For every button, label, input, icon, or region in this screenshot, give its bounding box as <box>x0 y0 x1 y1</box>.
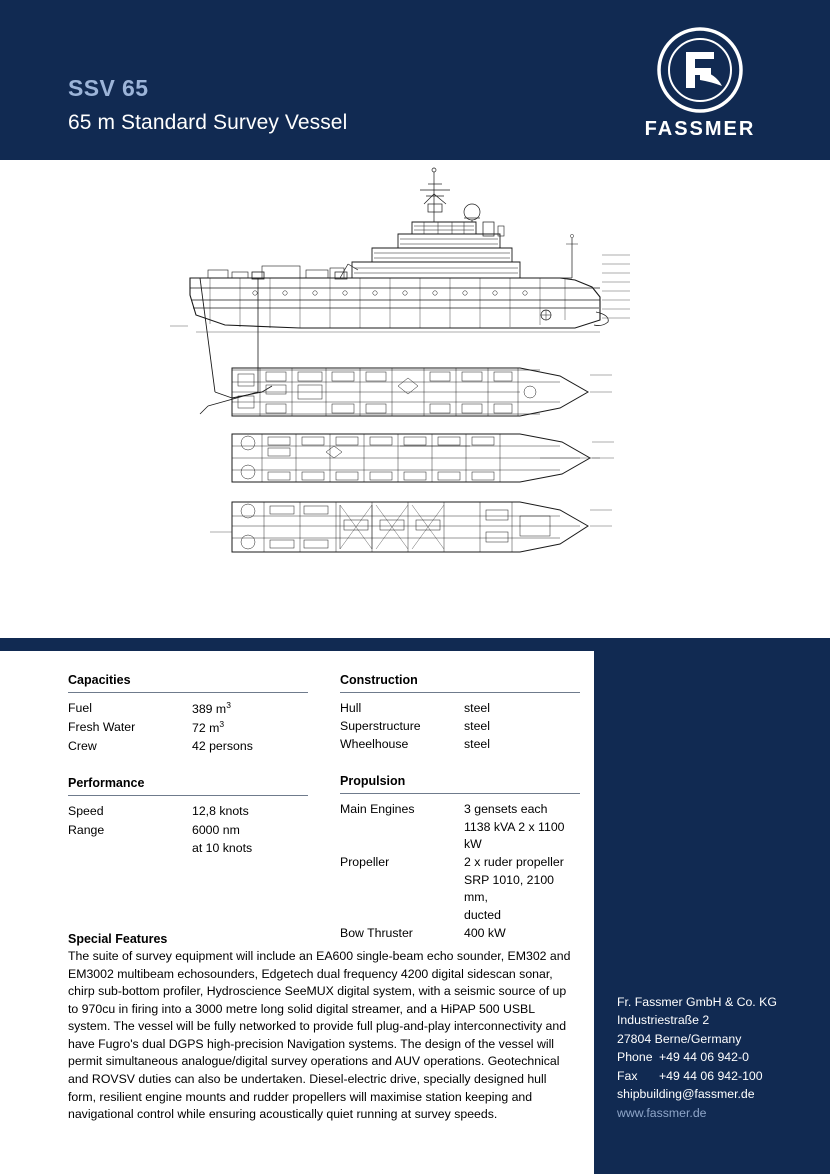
table-row <box>68 822 308 840</box>
second-deck-plan <box>232 434 614 482</box>
row-value: 1138 kVA 2 x 1100 kW <box>464 820 565 851</box>
row-value: steel <box>464 737 490 752</box>
row-value: 2 x ruder propeller <box>464 855 564 870</box>
row-value: SRP 1010, 2100 mm, <box>464 873 555 904</box>
row-value-text: 72 m <box>192 721 220 736</box>
row-label: Main Engines <box>340 802 415 817</box>
main-deck-plan <box>232 368 612 416</box>
brand-logo <box>630 26 770 146</box>
row-value: 6000 nm <box>192 822 240 837</box>
row-label <box>340 819 464 854</box>
performance-heading: Performance <box>68 776 308 796</box>
row-label: Fresh Water <box>68 720 136 735</box>
row-label <box>340 872 464 907</box>
page-header <box>0 0 830 160</box>
table-row <box>340 907 580 925</box>
row-value <box>192 738 308 756</box>
brand-wordmark: FASSMER <box>644 118 756 140</box>
table-row <box>340 700 580 718</box>
row-label: Speed <box>68 804 104 819</box>
row-value: 400 kW <box>464 925 506 940</box>
company-street: Industriestraße 2 <box>617 1013 710 1028</box>
company-city: 27804 Berne/Germany <box>617 1031 742 1046</box>
row-value: at 10 knots <box>192 840 253 855</box>
company-website[interactable]: www.fassmer.de <box>617 1105 707 1120</box>
propulsion-block <box>340 774 580 943</box>
specification-column-left <box>68 673 308 963</box>
row-label: Superstructure <box>340 719 421 734</box>
row-label <box>340 907 464 925</box>
row-value-text: 389 m <box>192 702 227 717</box>
row-label: Fuel <box>68 701 92 715</box>
vessel-drawing-svg <box>0 160 830 638</box>
propulsion-table <box>340 801 580 943</box>
row-value: 12,8 knots <box>192 804 249 819</box>
row-value: steel <box>464 701 490 715</box>
row-value-text: 42 persons <box>192 739 253 754</box>
table-row <box>340 872 580 907</box>
row-value: 3 gensets each <box>464 802 548 817</box>
row-value <box>192 719 308 738</box>
row-label: Bow Thruster <box>340 925 413 940</box>
table-row <box>340 801 580 819</box>
specifications-panel <box>0 651 594 1174</box>
vessel-drawings <box>0 160 830 638</box>
row-label: Propeller <box>340 855 390 870</box>
special-features-heading: Special Features <box>68 932 168 946</box>
table-row <box>68 738 308 756</box>
company-address <box>617 993 817 1122</box>
header-title-group <box>68 76 347 135</box>
row-label: Range <box>68 822 105 837</box>
company-email[interactable]: shipbuilding@fassmer.de <box>617 1087 755 1102</box>
performance-table <box>68 803 308 857</box>
company-phone-row <box>617 1048 817 1066</box>
page-subtitle: 65 m Standard Survey Vessel <box>68 111 348 135</box>
fax-value: +49 44 06 942-100 <box>659 1068 763 1083</box>
row-value-superscript: 3 <box>226 700 231 710</box>
page-title: SSV 65 <box>68 75 149 101</box>
capacities-heading: Capacities <box>68 673 308 693</box>
specifications-inner <box>68 673 580 963</box>
fassmer-f-circle-logo <box>656 26 744 114</box>
capacities-block <box>68 673 308 756</box>
phone-label: Phone <box>617 1050 653 1065</box>
special-features-text: The suite of survey equipment will include an EA600 single-beam echo sounder, EM302 and EM3002 multibeam echosounders, Edgetech dual frequency 4200 digital sidescan sonar, chirp sub-bottom profiler, Hydroscience SeeMUX digital system, with a seismic source of up to 970cu in firing into a 3000 metre long solid digital streamer, and a HiPAP 500 USBL system. The vessel will be fully networked to provide full plug-and-play interconnectivity and have Fugro's dual DGPS high-precision Navigation systems. The design of the vessel will permit simultaneous analogue/digital survey operations and AUV operations. Geotechnical and ROVSV duties can also be undertaken. Diesel-electric drive, specially designed hull form, resilient engine mounts and rudder propellers will maximise station keeping and navigational control while ensuring acoustically quiet running at survey speeds. <box>68 949 571 1122</box>
row-value <box>192 700 308 719</box>
row-label: Crew <box>68 739 97 754</box>
table-row <box>68 719 308 738</box>
construction-table <box>340 700 580 754</box>
row-value: ducted <box>464 907 501 922</box>
row-label: Wheelhouse <box>340 737 409 752</box>
specification-columns <box>68 673 580 963</box>
table-row <box>68 840 308 858</box>
table-row <box>68 700 308 719</box>
capacities-table <box>68 700 308 756</box>
company-fax-row <box>617 1067 817 1085</box>
table-row <box>340 736 580 754</box>
table-row <box>340 718 580 736</box>
table-row <box>340 819 580 854</box>
row-value: steel <box>464 719 490 734</box>
table-row <box>340 854 580 872</box>
row-label <box>68 840 192 858</box>
propulsion-heading: Propulsion <box>340 774 580 794</box>
row-label: Hull <box>340 701 362 715</box>
fax-label: Fax <box>617 1068 638 1083</box>
specification-column-right <box>340 673 580 963</box>
row-value-superscript: 3 <box>219 719 225 730</box>
company-name: Fr. Fassmer GmbH & Co. KG <box>617 995 777 1009</box>
table-row <box>68 803 308 821</box>
construction-heading: Construction <box>340 673 580 693</box>
special-features-section <box>68 932 573 1124</box>
tank-deck-plan <box>210 502 612 552</box>
phone-value: +49 44 06 942-0 <box>659 1050 749 1065</box>
construction-block <box>340 673 580 754</box>
performance-block <box>68 776 308 857</box>
